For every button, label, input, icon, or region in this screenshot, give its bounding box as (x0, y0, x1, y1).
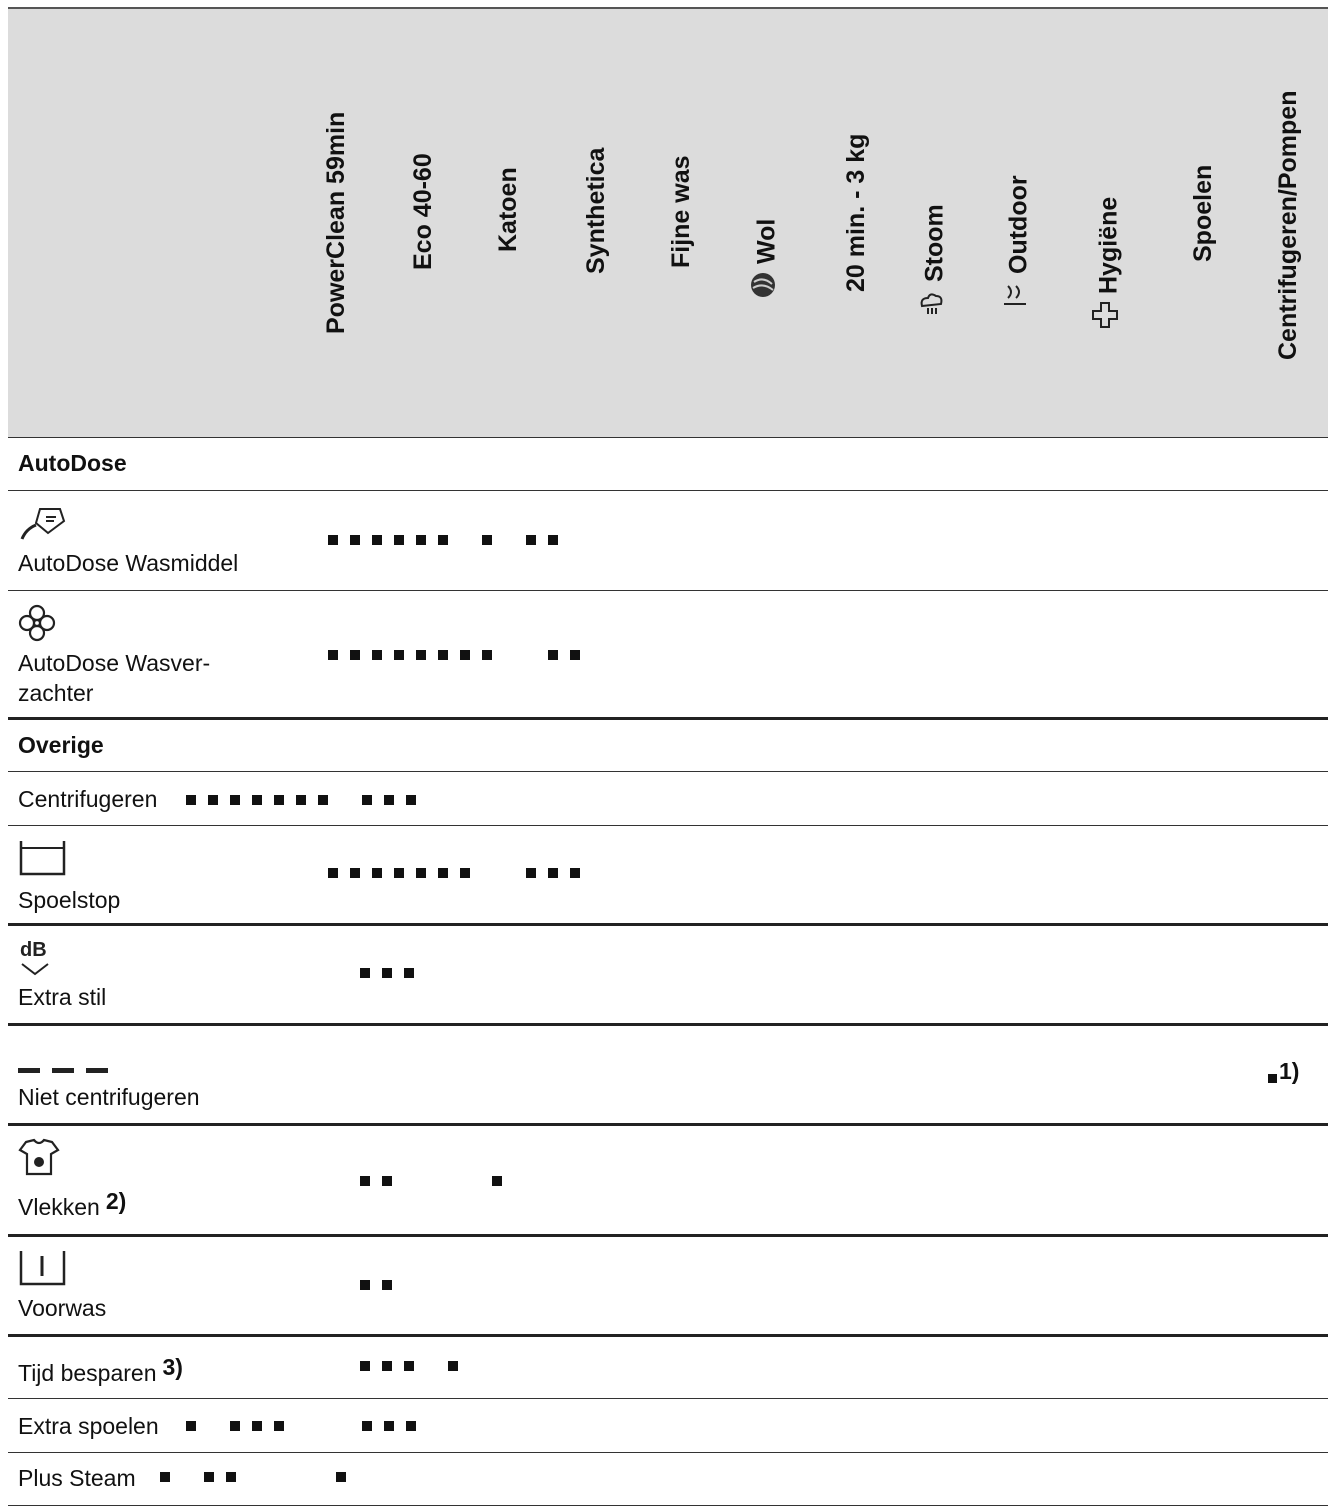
divider (8, 1123, 1328, 1126)
hygiene-icon (1090, 300, 1130, 330)
mark-square (482, 535, 492, 545)
mark-square (204, 1472, 214, 1482)
db-quiet-icon (18, 936, 54, 983)
mark-square (252, 795, 262, 805)
mark-square (384, 795, 394, 805)
mark-square (404, 968, 414, 978)
mark-square (328, 650, 338, 660)
rinse-hold-icon (18, 838, 68, 883)
mark-square (252, 1421, 262, 1431)
divider (8, 825, 1328, 826)
footnote-ref: 1) (1279, 1058, 1300, 1084)
col-header-katoen: Katoen (494, 167, 522, 252)
col-header-centrifugeren-pompen: Centrifugeren/Pompen (1274, 90, 1302, 360)
col-header-20min: 20 min. - 3 kg (842, 133, 870, 292)
mark-square (438, 535, 448, 545)
mark-square (384, 1421, 394, 1431)
mark-square (318, 795, 328, 805)
mark-square (406, 1421, 416, 1431)
mark-square (296, 795, 306, 805)
divider (8, 1023, 1328, 1026)
vlekken-text: Vlekken (18, 1194, 100, 1220)
outdoor-icon (1000, 280, 1040, 310)
divider (8, 923, 1328, 926)
mark-square (406, 795, 416, 805)
tijd-besparen-text: Tijd besparen (18, 1360, 157, 1386)
mark-square (394, 868, 404, 878)
mark-square (360, 1361, 370, 1371)
mark-square (274, 795, 284, 805)
mark-square (372, 650, 382, 660)
col-header-spoelen: Spoelen (1189, 164, 1217, 262)
divider (8, 1505, 1328, 1506)
mark-square (404, 1361, 414, 1371)
row-label-extra-stil: Extra stil (18, 984, 107, 1010)
mark-square (274, 1421, 284, 1431)
prewash-tub-icon (18, 1248, 68, 1293)
mark-square (492, 1176, 502, 1186)
mark-square (548, 868, 558, 878)
col-header-outdoor: Outdoor (1000, 10, 1036, 310)
mark-square (548, 535, 558, 545)
mark-square (350, 650, 360, 660)
mark-square (372, 535, 382, 545)
divider (8, 771, 1328, 772)
mark-square (328, 868, 338, 878)
divider (8, 1234, 1328, 1237)
divider (8, 490, 1328, 491)
row-label-plus-steam: Plus Steam (18, 1465, 136, 1491)
mark-square (382, 1280, 392, 1290)
divider (8, 717, 1328, 720)
row-label-extra-spoelen: Extra spoelen (18, 1413, 159, 1439)
section-title-autodose: AutoDose (18, 450, 127, 476)
mark-square (362, 795, 372, 805)
stain-shirt-icon (18, 1138, 60, 1183)
mark-square (362, 1421, 372, 1431)
no-spin-dashes-icon (18, 1062, 110, 1080)
divider (8, 1452, 1328, 1453)
row-label-autodose-wasmiddel: AutoDose Wasmiddel (18, 550, 239, 576)
col-header-fijne-was: Fijne was (667, 155, 695, 268)
mark-square (570, 868, 580, 878)
mark-square (208, 795, 218, 805)
col-header-eco: Eco 40-60 (409, 153, 437, 270)
mark-square (350, 868, 360, 878)
mark-square (438, 868, 448, 878)
mark-square (460, 650, 470, 660)
mark-square (230, 1421, 240, 1431)
divider (8, 590, 1328, 591)
col-header-powerclean: PowerClean 59min (322, 111, 350, 334)
row-label-niet-centrifugeren: Niet centrifugeren (18, 1084, 200, 1110)
mark-square (382, 1176, 392, 1186)
divider (8, 1334, 1328, 1337)
mark-square (416, 650, 426, 660)
row-label-spoelstop: Spoelstop (18, 887, 121, 913)
mark-square (360, 1176, 370, 1186)
section-title-overige: Overige (18, 732, 104, 758)
mark-square (438, 650, 448, 660)
row-label-vlekken (18, 1188, 127, 1221)
mark-square (548, 650, 558, 660)
mark-square (570, 650, 580, 660)
mark-square (382, 968, 392, 978)
mark-square (186, 1421, 196, 1431)
mark-square (360, 1280, 370, 1290)
mark-square (394, 650, 404, 660)
mark-square (336, 1472, 346, 1482)
col-header-wol: Wol (748, 0, 784, 300)
steam-icon (916, 288, 956, 318)
mark-square (350, 535, 360, 545)
mark-square (1268, 1074, 1277, 1083)
mark-square (448, 1361, 458, 1371)
mark-square (526, 868, 536, 878)
row-label-centrifugeren: Centrifugeren (18, 786, 158, 812)
mark-square (160, 1472, 170, 1482)
softener-flower-icon (18, 604, 56, 647)
mark-square (482, 650, 492, 660)
mark-square (372, 868, 382, 878)
col-header-synthetica: Synthetica (582, 147, 610, 274)
mark-square (526, 535, 536, 545)
divider (8, 1398, 1328, 1399)
mark-square (394, 535, 404, 545)
mark-square (230, 795, 240, 805)
row-label-tijd-besparen (18, 1354, 183, 1387)
col-header-hygiene: Hygiëne (1090, 30, 1126, 330)
mark-square (382, 1361, 392, 1371)
mark-square (416, 868, 426, 878)
mark-square (360, 968, 370, 978)
divider (8, 437, 1328, 438)
row-label-autodose-wasverzachter-2: zachter (18, 680, 94, 706)
row-label-autodose-wasverzachter-1: AutoDose Wasver- (18, 650, 211, 676)
mark-square (226, 1472, 236, 1482)
mark-square (186, 795, 196, 805)
mark-square (460, 868, 470, 878)
wool-icon (748, 270, 788, 300)
col-header-stoom: Stoom (916, 18, 952, 318)
footnote-ref: 2) (105, 1188, 127, 1214)
row-label-voorwas: Voorwas (18, 1295, 107, 1321)
detergent-dispenser-icon (18, 503, 70, 548)
svg-text:dB: dB (20, 939, 47, 961)
mark-square (328, 535, 338, 545)
mark-square (416, 535, 426, 545)
footnote-ref: 3) (162, 1354, 183, 1380)
